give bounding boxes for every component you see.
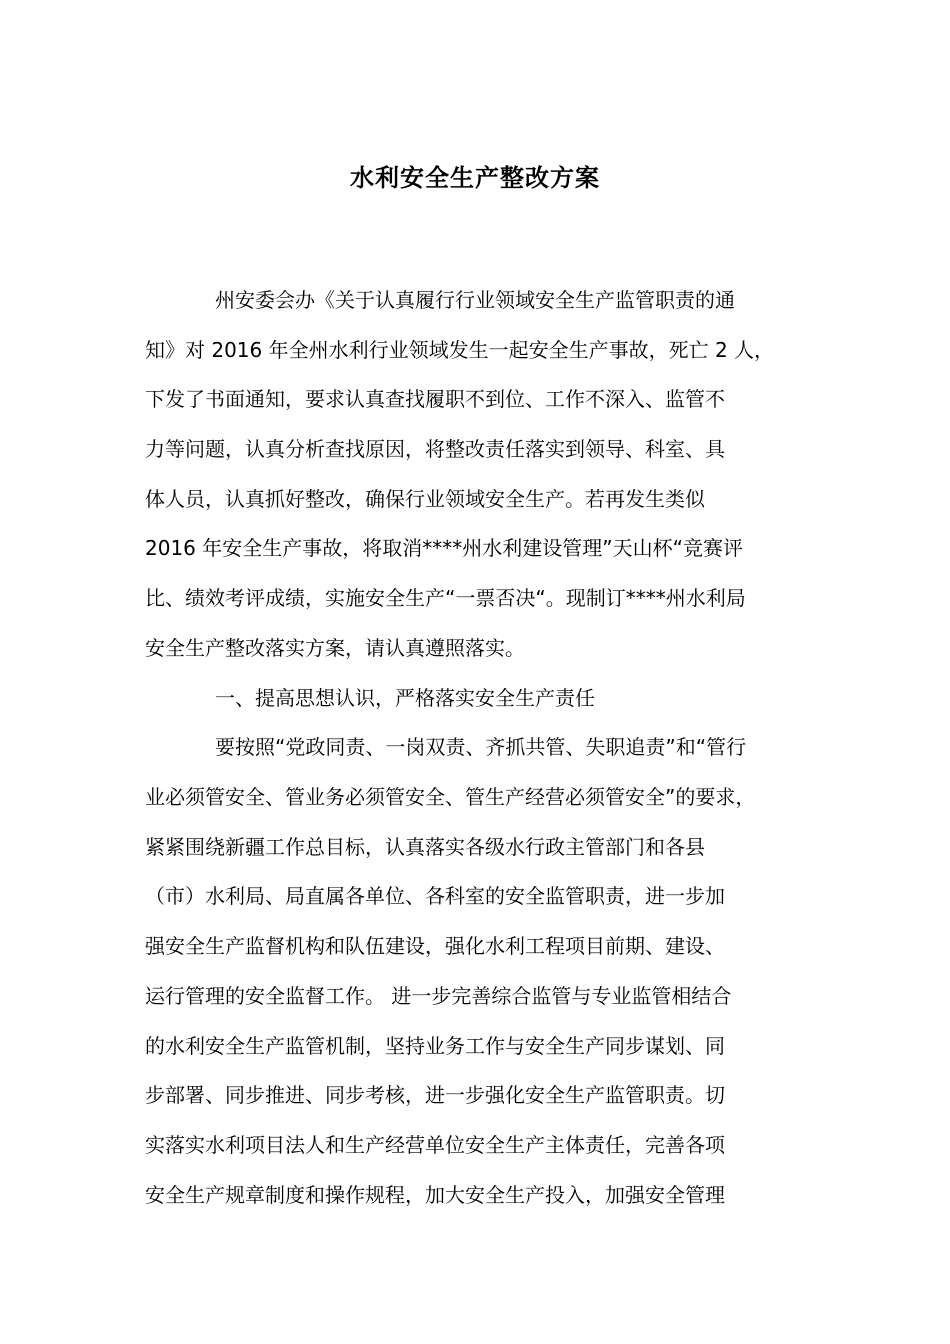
paragraph-line: 要按照“党政同责、一岗双责、齐抓共管、失职追责”和“管行: [215, 735, 747, 759]
paragraph-line: 紧紧围绕新疆工作总目标，认真落实各级水行政主管部门和各县: [145, 835, 705, 859]
paragraph-line: （市）水利局、局直属各单位、各科室的安全监管职责，进一步加: [145, 884, 725, 908]
paragraph-line: 2016 年安全生产事故，将取消****州水利建设管理”天山杯“竞赛评: [145, 536, 743, 560]
paragraph-line: 实落实水利项目法人和生产经营单位安全生产主体责任，完善各项: [145, 1133, 725, 1157]
paragraph-line: 步部署、同步推进、同步考核，进一步强化安全生产监管职责。切: [145, 1083, 725, 1107]
paragraph-line: 业必须管安全、管业务必须管安全、管生产经营必须管安全”的要求，: [145, 785, 756, 809]
paragraph-line: 体人员，认真抓好整改，确保行业领域安全生产。若再发生类似: [145, 487, 705, 511]
paragraph-line: 力等问题，认真分析查找原因，将整改责任落实到领导、科室、具: [145, 437, 725, 461]
paragraph-line: 运行管理的安全监督工作。 进一步完善综合监管与专业监管相结合: [145, 984, 732, 1008]
paragraph-line: 强安全生产监督机构和队伍建设，强化水利工程项目前期、建设、: [145, 934, 725, 958]
section-heading: 一、提高思想认识，严格落实安全生产责任: [215, 686, 595, 710]
paragraph-line: 安全生产规章制度和操作规程，加大安全生产投入，加强安全管理: [145, 1183, 725, 1207]
paragraph-line: 安全生产整改落实方案，请认真遵照落实。: [145, 636, 525, 660]
paragraph-line: 知》对 2016 年全州水利行业领域发生一起安全生产事故，死亡 2 人，: [145, 338, 775, 362]
document-title: 水利安全生产整改方案: [350, 164, 600, 192]
paragraph-line: 的水利安全生产监管机制，坚持业务工作与安全生产同步谋划、同: [145, 1034, 725, 1058]
paragraph-line: 比、绩效考评成绩，实施安全生产“一票否决“。现制订****州水利局: [145, 586, 746, 610]
paragraph-line: 下发了书面通知，要求认真查找履职不到位、工作不深入、监管不: [145, 387, 725, 411]
paragraph-line: 州安委会办《关于认真履行行业领域安全生产监管职责的通: [215, 288, 735, 312]
